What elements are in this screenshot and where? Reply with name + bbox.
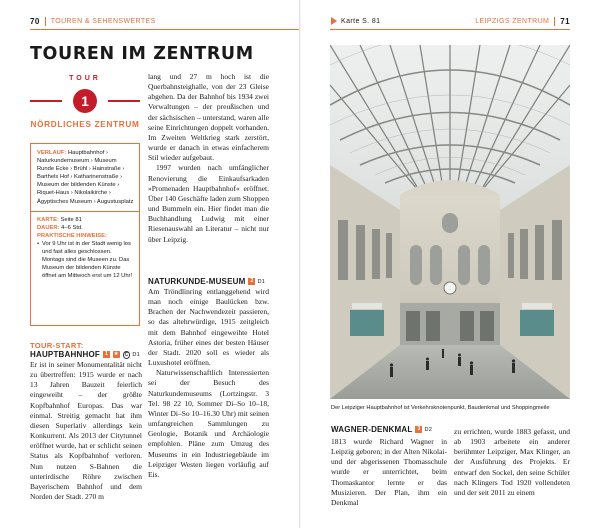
map-page-reference: Karte S. 81 bbox=[341, 17, 381, 25]
hauptbahnhof-text bbox=[30, 360, 142, 502]
col2-paragraph-2: 1997 wurden nach umfänglicher Renovierung die Einkaufsarkaden »Promenaden Hauptbahnhof« eröffnet. Über 140 Geschäfte laden zum Shoppen und Bummeln ein. Hier findet man die Buchhandlung Ludwig mit einer Riesenauswahl an Literatur – nicht nur über Leipzig. bbox=[148, 163, 270, 244]
shopping-icon: C bbox=[123, 351, 131, 359]
naturkunde-paragraph-1: Am Tröndlinring entlanggehend wird man noch einige Baulücken bzw. Brachen der Nachwendezeit passieren, so das altehrwürdige, 1915 zeitgleich mit dem Bahnhof eingeweihte Hotel Astoria, früher eines der besten Häuser der Stadt. 2020 soll es wieder als Luxushotel eröffnen. bbox=[148, 287, 269, 368]
duration-line bbox=[37, 224, 135, 232]
map-reference: D1 bbox=[257, 278, 266, 285]
tour-start-label: TOUR-START: bbox=[30, 341, 84, 350]
left-section-title: TOUREN & SEHENSWERTES bbox=[50, 17, 156, 25]
map-reference-header bbox=[331, 14, 380, 28]
wagner-heading bbox=[331, 425, 447, 434]
wagner-title: WAGNER-DENKMAL bbox=[331, 425, 413, 434]
map-value: Seite 81 bbox=[60, 216, 82, 223]
tour-subtitle: NÖRDLICHES ZENTRUM bbox=[30, 120, 140, 129]
wagner-paragraph-1: 1813 wurde Richard Wagner in Leipzig geboren; in der Alten Nikolai- und der abgerissenen Thomasschule wurde er unterrichtet, beim Thomaskantor lernte er das Musizieren. Der Plan, ihm ein Denkmal bbox=[331, 437, 447, 507]
hints-label: PRAKTISCHE HINWEISE: bbox=[37, 232, 107, 239]
route-label: VERLAUF: bbox=[37, 150, 67, 156]
star-icon: ★ bbox=[113, 351, 119, 357]
right-page-number: 71 bbox=[560, 16, 570, 26]
info-box-divider bbox=[31, 211, 139, 212]
naturkunde-heading bbox=[148, 277, 269, 286]
wagner-text-col1 bbox=[331, 437, 447, 508]
tour-badge-number: 1 bbox=[73, 89, 97, 113]
tour-badge-line-right bbox=[108, 100, 140, 102]
col2-paragraph-1: lang und 27 m hoch ist die Querbahnsteighalle, von der 23 Gleise abgehen. Da der Bahnhof bis 1934 zwei Verwaltungen – der preußischen und der sächsischen – unterstand, waren alle seine Einrichtungen doppelt vorhanden. Im Zweiten Weltkrieg stark zerstört, wurde er danach in etwas einfacherem Stil wieder aufgebaut. bbox=[148, 72, 269, 163]
header-separator bbox=[45, 17, 46, 26]
tour-info-box bbox=[30, 143, 140, 326]
route-text: Hauptbahnhof › Naturkundemuseum › Museum Runde Ecke › Brühl › Hainstraße › Barthels Hof › Katharinenstraße › Museum der bildenden Künste › Riquet-Haus › Nikolaikirche › Ägyptisches Museum › Augustusplatz bbox=[37, 150, 134, 205]
hauptbahnhof-heading bbox=[30, 350, 140, 359]
right-section-title: LEIPZIGS ZENTRUM bbox=[475, 17, 550, 25]
map-label: KARTE: bbox=[37, 216, 59, 223]
text-column-2 bbox=[148, 72, 269, 245]
naturkunde-title: NATURKUNDE-MUSEUM bbox=[148, 277, 246, 286]
left-running-header bbox=[30, 14, 156, 28]
hauptbahnhof-photo bbox=[330, 45, 570, 399]
duration-value: 4–6 Std. bbox=[61, 224, 83, 231]
hauptbahnhof-paragraph: Er ist in seiner Monumentalität nicht zu übertreffen: 1915 wurde er nach 13 Jahren Bauzeit feierlich eingeweiht – der größte Kopfbahnhof Europas. Das war einmal. Streitig gemacht hat ihm diesen Superlativ allerdings kein Konkurrent. Als 2013 der Citytunnel eröffnet wurde, hat er schlicht seinen Status als Kopfbahnhof verloren. Nun nutzen S-Bahnen die unterirdische Röhre zwischen Bayerischem Bahnhof und dem Norden der Stadt. 270 m bbox=[30, 360, 142, 502]
left-page-number: 70 bbox=[30, 16, 40, 26]
left-header-rule bbox=[30, 29, 300, 30]
page-title: TOUREN IM ZENTRUM bbox=[30, 44, 254, 64]
arrow-right-icon bbox=[331, 17, 337, 25]
sight-number-badge: 3 bbox=[415, 426, 422, 433]
naturkunde-paragraph-2: Naturwissenschaftlich Interessierten sei der Besuch des Naturkundemuseums (Lortzingstr. 3 Tel. 98 22 10, Sommer Di–So 10–18, Winter Di–So 10–16.30 Uhr) mit seinen umfangreichen Sammlungen zu Geologie, Botanik und Archäologie empfohlen. Pläne zum Umzug des Museums in ein Industriegebäude im Leipziger Westen liegen vorläufig auf Eis. bbox=[148, 368, 269, 479]
tour-badge bbox=[30, 75, 140, 115]
station-hall-illustration bbox=[330, 45, 570, 399]
hauptbahnhof-title: HAUPTBAHNHOF bbox=[30, 350, 100, 359]
header-separator bbox=[554, 17, 555, 26]
naturkunde-text bbox=[148, 287, 269, 480]
duration-label: DAUER: bbox=[37, 224, 60, 231]
right-page bbox=[300, 0, 600, 528]
right-running-header bbox=[475, 14, 570, 28]
hint-item: • Vor 9 Uhr ist in der Stadt wenig los und fast alles geschlossen. Montags sind die Museen zu. Das Museum der bildenden Künste öffnet am Mittwoch erst um 12 Uhr! bbox=[37, 240, 135, 280]
wagner-paragraph-2: zu errichten, wurde 1883 gefasst, und ab 1903 arbeitete ein anderer berühmter Leipziger, Max Klinger, an der Ausführung des Projekts. Er entwarf den Sockel, den seine Schüler nach Klingers Tod 1920 vollendeten und der seit 2011 zu einem bbox=[454, 427, 570, 497]
tour-badge-line-left bbox=[30, 100, 62, 102]
right-header-rule bbox=[330, 29, 570, 30]
route-block bbox=[37, 149, 135, 206]
map-line bbox=[37, 216, 135, 224]
tour-badge-label: TOUR bbox=[69, 75, 101, 82]
sight-number-badge: 1 bbox=[104, 351, 108, 357]
map-reference: D1 bbox=[132, 351, 140, 358]
map-reference: D2 bbox=[424, 426, 433, 433]
photo-caption: Der Leipziger Hauptbahnhof ist Verkehrsknotenpunkt, Baudenkmal und Shoppingmeile bbox=[331, 405, 550, 411]
hints-list bbox=[37, 240, 135, 280]
sight-number-badge: 2 bbox=[248, 278, 255, 285]
wagner-text-col2 bbox=[454, 427, 570, 498]
